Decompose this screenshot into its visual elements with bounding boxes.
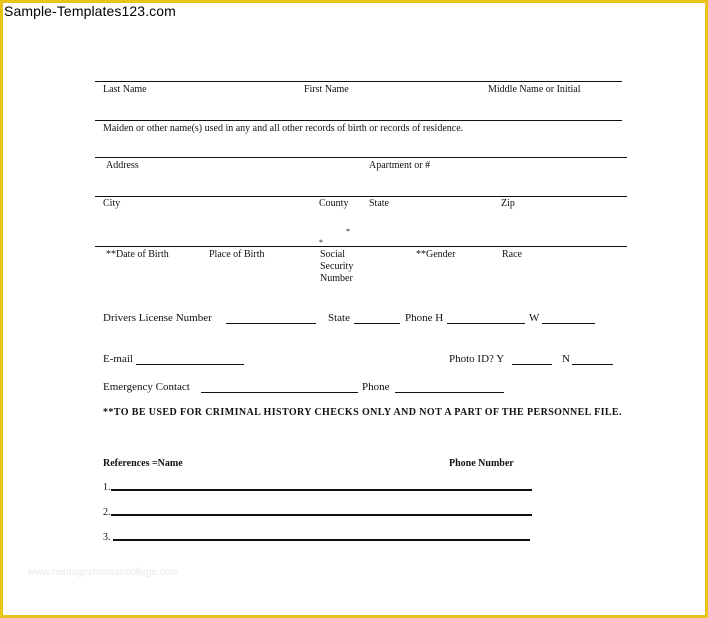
pob-label: Place of Birth bbox=[209, 249, 265, 260]
license-state-label: State bbox=[328, 312, 350, 324]
reference-number: 2. bbox=[103, 507, 111, 518]
emergency-contact-field[interactable] bbox=[201, 392, 358, 393]
state-label: State bbox=[369, 198, 389, 209]
emergency-phone-field[interactable] bbox=[395, 392, 504, 393]
dob-label: **Date of Birth bbox=[106, 249, 169, 260]
rule-4 bbox=[95, 196, 627, 197]
reference-field-3[interactable] bbox=[113, 539, 530, 541]
apartment-label: Apartment or # bbox=[369, 160, 431, 171]
license-label: Drivers License Number bbox=[103, 312, 212, 324]
rule-5 bbox=[95, 246, 627, 247]
email-field[interactable] bbox=[136, 364, 244, 365]
phone-w-label: W bbox=[529, 312, 540, 324]
race-label: Race bbox=[502, 249, 522, 260]
reference-number: 1. bbox=[103, 482, 111, 493]
license-state-field[interactable] bbox=[354, 323, 400, 324]
emergency-contact-label: Emergency Contact bbox=[103, 381, 190, 393]
maiden-name-label: Maiden or other name(s) used in any and all other records of birth or records of residence. bbox=[103, 123, 464, 134]
reference-field-1[interactable] bbox=[111, 489, 532, 491]
zip-label: Zip bbox=[501, 198, 515, 209]
ssn-label: Social Security Number bbox=[320, 249, 354, 284]
rule-top bbox=[95, 81, 622, 82]
watermark: Sample-Templates123.com bbox=[4, 3, 176, 19]
middle-name-label: Middle Name or Initial bbox=[488, 84, 581, 95]
rule-2 bbox=[95, 120, 622, 121]
reference-number: 3. bbox=[103, 532, 111, 543]
rule-3 bbox=[95, 157, 627, 158]
asterisk-mark: * bbox=[319, 238, 323, 247]
photo-id-no-label: N bbox=[562, 353, 570, 365]
asterisk-mark: * bbox=[346, 227, 350, 236]
last-name-label: Last Name bbox=[103, 84, 147, 95]
first-name-label: First Name bbox=[304, 84, 349, 95]
phone-w-field[interactable] bbox=[542, 323, 595, 324]
reference-field-2[interactable] bbox=[111, 514, 532, 516]
photo-id-no-field[interactable] bbox=[572, 364, 613, 365]
license-field[interactable] bbox=[226, 323, 316, 324]
phone-h-field[interactable] bbox=[447, 323, 525, 324]
phone-number-header: Phone Number bbox=[449, 458, 514, 469]
photo-id-yes-field[interactable] bbox=[512, 364, 552, 365]
city-label: City bbox=[103, 198, 121, 209]
county-label: County bbox=[319, 198, 349, 209]
emergency-phone-label: Phone bbox=[362, 381, 390, 393]
photo-id-label: Photo ID? Y bbox=[449, 353, 505, 365]
gender-label: **Gender bbox=[416, 249, 456, 260]
phone-h-label: Phone H bbox=[405, 312, 444, 324]
faint-watermark: www.heritagechristiancollege.com bbox=[28, 567, 179, 578]
references-header: References =Name bbox=[103, 458, 183, 469]
criminal-history-note: **TO BE USED FOR CRIMINAL HISTORY CHECKS ONLY AND NOT A PART OF THE PERSONNEL FILE. bbox=[103, 407, 622, 418]
email-label: E-mail bbox=[103, 353, 133, 365]
address-label: Address bbox=[106, 160, 139, 171]
